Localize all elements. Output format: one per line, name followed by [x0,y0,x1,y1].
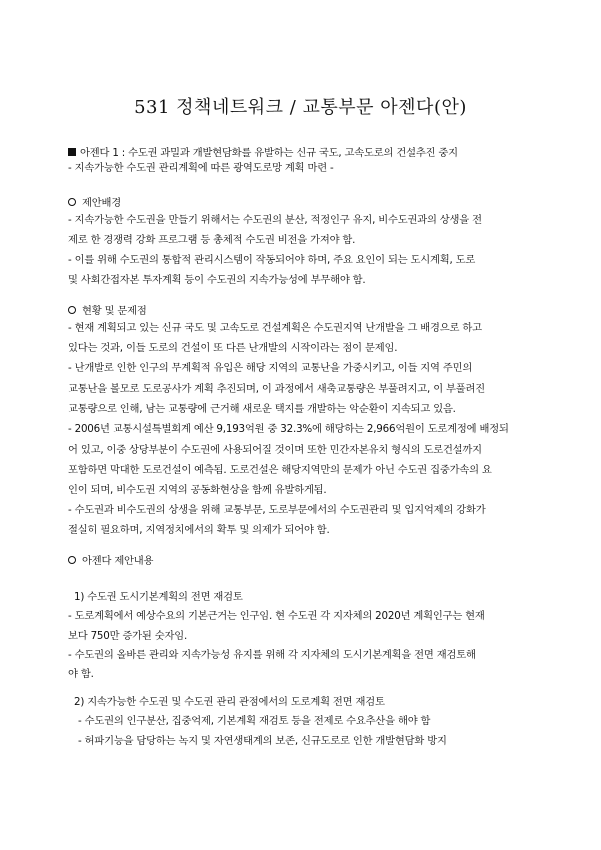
content-heading-row [68,554,536,568]
circle-bullet-icon [68,306,76,314]
content-item-title: 1) 수도권 도시기본계획의 전면 재검토 [74,591,243,603]
content-item-title: 2) 지속가능한 수도권 및 수도권 관리 관점에서의 도로계획 전면 재검토 [74,696,385,708]
proposal-heading: 제안배경 [82,197,121,209]
status-line: 교통량으로 인해, 남는 교통량에 근거해 새로운 택지를 개발하는 악순환이 지속되고 있음. [68,403,456,415]
content-item-line: - 수도권의 올바른 관리와 지속가능성 유지를 위해 각 지자체의 도시기본계획을 전면 재검토해 [68,649,476,661]
status-line: 인이 되며, 비수도권 지역의 공동화현상을 함께 유발하게됨. [68,484,327,496]
agenda-heading-row [68,146,536,160]
square-bullet-icon [68,148,76,156]
content-item-line: 야 함. [68,668,94,680]
status-line: 포함하면 막대한 도로건설이 예측됨. 도로건설은 해당지역만의 문제가 아닌 수도권 집중가속의 요 [68,464,492,476]
agenda-subheading: - 지속가능한 수도권 관리계획에 따른 광역도로망 계획 마련 - [68,162,334,174]
content-item-line: - 수도권의 인구분산, 집중억제, 기본계획 재검토 등을 전제로 수요추산을 해야 함 [78,715,431,727]
status-line: - 수도권과 비수도권의 상생을 위해 교통부문, 도로부문에서의 수도권관리 및 입지억제의 강화가 [68,504,486,516]
content-heading: 아젠다 제안내용 [82,555,154,567]
status-heading: 현황 및 문제점 [82,305,147,317]
status-heading-row [68,304,536,318]
proposal-line: 및 사회간접자본 투자계획 등이 수도권의 지속가능성에 부무해야 함. [68,274,366,286]
page-title: 531 정책네트워크 / 교통부문 아젠다(안) [134,97,467,118]
agenda-heading: 아젠다 1 : 수도권 과밀과 개발현담화를 유발하는 신규 국도, 고속도로의 건설추진 중지 [80,147,458,159]
content-item-line: 보다 750만 증가된 숫자임. [68,630,188,642]
proposal-line: - 이를 위해 수도권의 통합적 관리시스템이 작동되어야 하며, 주요 요인이 되는 도시계획, 도로 [68,254,476,266]
circle-bullet-icon [68,198,76,206]
proposal-line: 제로 한 경쟁력 강화 프로그램 등 총체적 수도권 비전을 가져야 함. [68,234,356,246]
content-item-line: - 도로계획에서 예상수요의 기본근거는 인구임. 현 수도권 각 지자체의 2020년 계획인구는 현재 [68,610,485,622]
status-line: - 2006년 교통시설특별회계 예산 9,193억원 중 32.3%에 해당하는 2,966억원이 도로계정에 배정되 [68,423,509,435]
status-line: 절실히 필요하며, 지역정치에서의 확투 및 의제가 되어야 함. [68,524,330,536]
proposal-heading-row [68,196,536,210]
proposal-line: - 지속가능한 수도권을 만들기 위해서는 수도권의 분산, 적정인구 유지, 비수도권과의 상생을 전 [68,214,482,226]
content-item-line: - 허파기능을 담당하는 녹지 및 자연생태계의 보존, 신규도로로 인한 개발현담화 방지 [78,735,447,747]
status-line: - 난개발로 인한 인구의 무계획적 유입은 해당 지역의 교통난을 가중시키고, 이들 지역 주민의 [68,362,473,374]
status-line: 교통난을 볼모로 도로공사가 계획 추진되며, 이 과정에서 새축교통량은 부풀려지고, 이 부풀려진 [68,383,485,395]
circle-bullet-icon [68,556,76,564]
status-line: 어 있고, 이중 상당부분이 수도권에 사용되어질 것이며 또한 민간자본유치 형식의 도로건설까지 [68,444,482,456]
status-line: - 현재 계획되고 있는 신규 국도 및 고속도로 건설계획은 수도권지역 난개발을 그 배경으로 하고 [68,322,482,334]
status-line: 있다는 것과, 이들 도로의 건설이 또 다른 난개발의 시작이라는 점이 문제임. [68,342,398,354]
